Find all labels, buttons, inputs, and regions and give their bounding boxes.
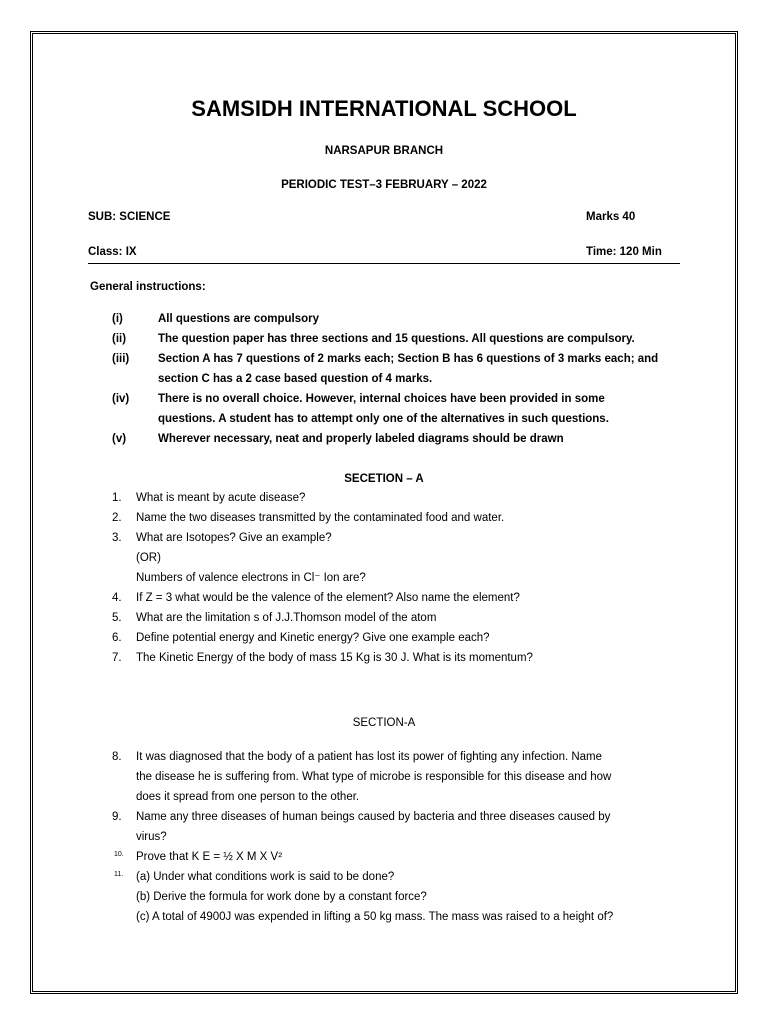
instruction-number: (iii) — [112, 353, 130, 365]
subject-label: SUB: SCIENCE — [88, 211, 171, 223]
question-text: Prove that K E = ½ X M X V² — [136, 851, 283, 863]
instruction-number: (ii) — [112, 333, 127, 345]
marks-label: Marks 40 — [586, 211, 636, 223]
instruction-number: (iv) — [112, 393, 130, 405]
header-divider — [88, 263, 680, 264]
question-text: If Z = 3 what would be the valence of the element? Also name the element? — [136, 592, 520, 604]
school-name: SAMSIDH INTERNATIONAL SCHOOL — [191, 96, 577, 121]
instruction-text: The question paper has three sections and 15 questions. All questions are compulsory. — [158, 333, 635, 345]
time-label: Time: 120 Min — [586, 246, 662, 258]
question-number: 7. — [112, 652, 122, 664]
instructions-heading: General instructions: — [90, 281, 206, 293]
test-title: PERIODIC TEST–3 FEBRUARY – 2022 — [281, 179, 487, 191]
instruction-number: (i) — [112, 313, 123, 325]
instruction-text: Section A has 7 questions of 2 marks each; Section B has 6 questions of 3 marks each; and — [158, 353, 659, 365]
question-text: virus? — [136, 831, 167, 843]
question-text: (c) A total of 4900J was expended in lifting a 50 kg mass. The mass was raised to a height of? — [136, 911, 614, 923]
question-number: 1. — [112, 492, 122, 504]
instruction-number: (v) — [112, 433, 127, 445]
class-label: Class: IX — [88, 246, 137, 258]
section-a-heading: SECETION – A — [344, 473, 424, 485]
question-text: (a) Under what conditions work is said to be done? — [136, 871, 395, 883]
question-number: 9. — [112, 811, 122, 823]
question-number: 8. — [112, 751, 122, 763]
question-text: What are Isotopes? Give an example? — [136, 532, 332, 544]
question-text: Numbers of valence electrons in Cl⁻ Ion are? — [136, 572, 366, 584]
question-text: What is meant by acute disease? — [136, 492, 306, 504]
section-b-heading: SECTION-A — [352, 717, 416, 729]
question-text: Name any three diseases of human beings caused by bacteria and three diseases caused by — [136, 811, 611, 823]
question-number: 3. — [112, 532, 122, 544]
question-text: (OR) — [136, 552, 161, 564]
question-number: 10. — [114, 851, 124, 858]
instruction-text: section C has a 2 case based question of 4 marks. — [158, 373, 433, 385]
question-number: 11. — [114, 871, 124, 878]
question-text: does it spread from one person to the other. — [136, 791, 360, 803]
question-number: 2. — [112, 512, 122, 524]
question-number: 5. — [112, 612, 122, 624]
instruction-text: There is no overall choice. However, internal choices have been provided in some — [158, 393, 605, 405]
instruction-text: Wherever necessary, neat and properly labeled diagrams should be drawn — [158, 433, 564, 445]
question-text: The Kinetic Energy of the body of mass 15 Kg is 30 J. What is its momentum? — [136, 652, 533, 664]
question-text: It was diagnosed that the body of a patient has lost its power of fighting any infection. Name — [136, 751, 603, 763]
question-text: (b) Derive the formula for work done by a constant force? — [136, 891, 427, 903]
branch-name: NARSAPUR BRANCH — [324, 145, 444, 157]
question-text: What are the limitation s of J.J.Thomson model of the atom — [136, 612, 437, 624]
question-text: Name the two diseases transmitted by the contaminated food and water. — [136, 512, 505, 524]
question-text: the disease he is suffering from. What type of microbe is responsible for this disease and how — [136, 771, 612, 783]
instruction-text: All questions are compulsory — [158, 313, 320, 325]
instruction-text: questions. A student has to attempt only one of the alternatives in such questions. — [158, 413, 609, 425]
question-text: Define potential energy and Kinetic energy? Give one example each? — [136, 632, 490, 644]
question-number: 4. — [112, 592, 122, 604]
question-number: 6. — [112, 632, 122, 644]
